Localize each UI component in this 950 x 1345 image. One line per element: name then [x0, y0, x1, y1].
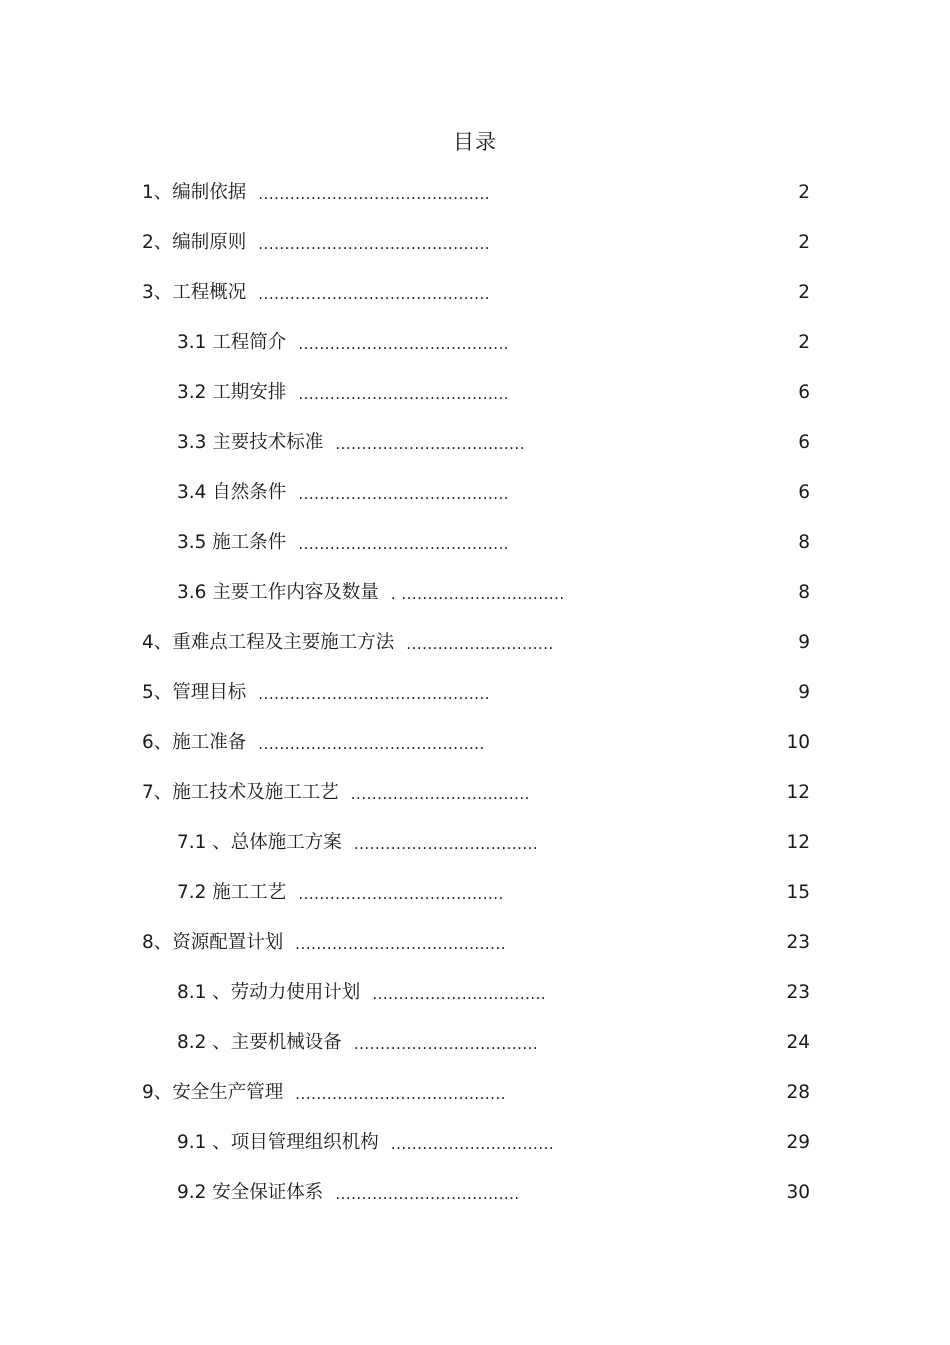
- toc-entry[interactable]: [142, 228, 810, 278]
- toc-page-number: 6: [798, 382, 810, 403]
- toc-entry-text: 3.3 主要技术标准: [177, 432, 324, 453]
- toc-entry[interactable]: [142, 1078, 810, 1128]
- toc-entry-text: 6、施工准备: [142, 732, 247, 753]
- toc-entry-text: 9.2 安全保证体系: [177, 1182, 324, 1203]
- toc-entry-text: 7.2 施工工艺: [177, 882, 287, 903]
- toc-dot-leader: ........................................: [295, 935, 507, 953]
- toc-page-number: 24: [786, 1032, 810, 1053]
- toc-dot-leader: ........................................: [298, 535, 510, 553]
- toc-dot-leader: ........................................: [298, 335, 510, 353]
- toc-entry-text: 7、施工技术及施工工艺: [142, 782, 339, 803]
- toc-dot-leader: ........................................: [298, 485, 510, 503]
- toc-page-number: 8: [798, 532, 810, 553]
- toc-dot-leader: ...............................: [390, 1135, 555, 1153]
- toc-entry[interactable]: [142, 528, 810, 578]
- toc-entry[interactable]: [142, 778, 810, 828]
- toc-entry-text: 3.1 工程简介: [177, 332, 287, 353]
- toc-entry[interactable]: [142, 578, 810, 628]
- toc-entry-text: 4、重难点工程及主要施工方法: [142, 632, 395, 653]
- toc-entry[interactable]: [142, 328, 810, 378]
- toc-dot-leader: . ...............................: [390, 585, 565, 603]
- toc-entry[interactable]: [142, 178, 810, 228]
- toc-page-number: 6: [798, 432, 810, 453]
- toc-page-number: 30: [786, 1182, 810, 1203]
- toc-entry-text: 8.2 、主要机械设备: [177, 1032, 342, 1053]
- toc-page-number: 9: [798, 632, 810, 653]
- toc-dot-leader: ............................................: [258, 235, 491, 253]
- toc-entry-text: 1、编制依据: [142, 182, 247, 203]
- toc-page-number: 6: [798, 482, 810, 503]
- toc-entry-text: 5、管理目标: [142, 682, 247, 703]
- toc-entry[interactable]: [142, 278, 810, 328]
- toc-page-number: 12: [786, 782, 810, 803]
- toc-page-number: 23: [786, 982, 810, 1003]
- toc-dot-leader: ............................................: [258, 685, 491, 703]
- toc-page-number: 9: [798, 682, 810, 703]
- toc-page-number: 2: [798, 182, 810, 203]
- toc-entry[interactable]: [142, 1028, 810, 1078]
- toc-entry[interactable]: [142, 678, 810, 728]
- toc-entry-text: 3、工程概况: [142, 282, 247, 303]
- toc-entry-text: 3.2 工期安排: [177, 382, 287, 403]
- toc-entry-text: 9、安全生产管理: [142, 1082, 284, 1103]
- toc-entry[interactable]: [142, 1128, 810, 1178]
- toc-entry[interactable]: [142, 728, 810, 778]
- toc-page-number: 2: [798, 232, 810, 253]
- toc-entry[interactable]: [142, 628, 810, 678]
- toc-entry[interactable]: [142, 428, 810, 478]
- toc-entry-text: 3.6 主要工作内容及数量: [177, 582, 379, 603]
- toc-dot-leader: ............................: [406, 635, 554, 653]
- toc-dot-leader: ...........................................: [258, 735, 485, 753]
- toc-entry-text: 7.1 、总体施工方案: [177, 832, 342, 853]
- toc-dot-leader: ....................................: [335, 435, 525, 453]
- toc-entry-text: 2、编制原则: [142, 232, 247, 253]
- toc-entry[interactable]: [142, 478, 810, 528]
- toc-dot-leader: .......................................: [298, 885, 504, 903]
- toc-page-number: 15: [786, 882, 810, 903]
- toc-dot-leader: ............................................: [258, 285, 491, 303]
- toc-dot-leader: ...................................: [353, 1035, 539, 1053]
- toc-dot-leader: ........................................: [298, 385, 510, 403]
- toc-entry[interactable]: [142, 828, 810, 878]
- toc-entry-text: 8、资源配置计划: [142, 932, 284, 953]
- toc-dot-leader: ........................................: [295, 1085, 507, 1103]
- toc-page-number: 28: [786, 1082, 810, 1103]
- toc-page-number: 8: [798, 582, 810, 603]
- toc-dot-leader: ...................................: [353, 835, 539, 853]
- toc-page-number: 2: [798, 282, 810, 303]
- toc-page-number: 12: [786, 832, 810, 853]
- table-of-contents: [142, 178, 810, 1228]
- toc-dot-leader: ............................................: [258, 185, 491, 203]
- toc-page-number: 10: [786, 732, 810, 753]
- toc-dot-leader: ...................................: [335, 1185, 520, 1203]
- toc-entry-text: 3.5 施工条件: [177, 532, 287, 553]
- toc-entry[interactable]: [142, 878, 810, 928]
- toc-entry[interactable]: [142, 378, 810, 428]
- toc-entry-text: 3.4 自然条件: [177, 482, 287, 503]
- toc-title: 目录: [453, 130, 497, 154]
- toc-dot-leader: ..................................: [350, 785, 530, 803]
- toc-entry-text: 9.1 、项目管理组织机构: [177, 1132, 379, 1153]
- toc-entry[interactable]: [142, 978, 810, 1028]
- toc-page-number: 23: [786, 932, 810, 953]
- toc-page-number: 29: [786, 1132, 810, 1153]
- toc-entry[interactable]: [142, 928, 810, 978]
- toc-entry-text: 8.1 、劳动力使用计划: [177, 982, 361, 1003]
- toc-page-number: 2: [798, 332, 810, 353]
- toc-entry[interactable]: [142, 1178, 810, 1228]
- toc-dot-leader: .................................: [372, 985, 547, 1003]
